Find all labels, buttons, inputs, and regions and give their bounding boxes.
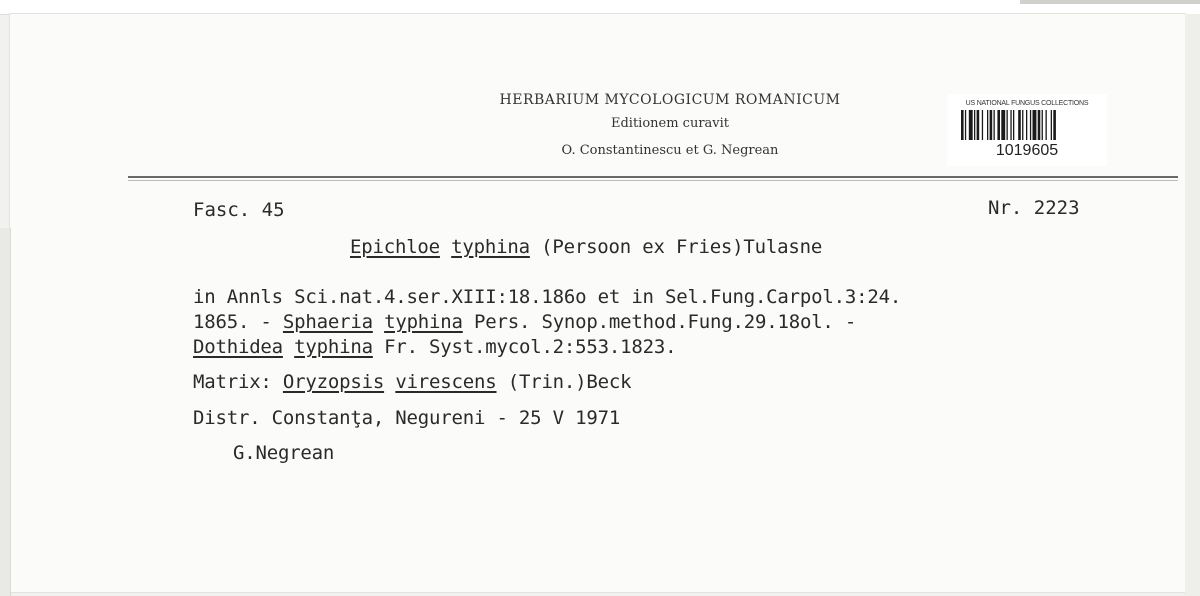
barcode-bar xyxy=(965,110,966,140)
barcode-bar xyxy=(974,110,975,140)
editors-names: O. Constantinescu et G. Negrean xyxy=(561,143,779,158)
barcode-bar xyxy=(1026,110,1027,140)
barcode-bar xyxy=(977,110,980,140)
genus-name: Epichloe xyxy=(350,236,440,258)
citation-line-3 xyxy=(193,336,676,358)
barcode-bar xyxy=(969,110,973,140)
barcode-bar xyxy=(1010,110,1011,140)
editor-caption: Editionem curavit xyxy=(610,116,730,131)
barcode-bar xyxy=(1022,110,1023,140)
barcode-bar xyxy=(1030,110,1031,140)
locality-line: Distr. Constanţa, Negureni - 25 V 1971 xyxy=(193,407,621,429)
synonym-ref-2: Fr. Syst.mycol.2:553.1823. xyxy=(372,336,677,358)
barcode-bar xyxy=(1042,110,1043,140)
barcode-bar xyxy=(1007,110,1008,140)
right-paper-edge xyxy=(1185,14,1200,596)
host-genus: Oryzopsis xyxy=(282,371,385,393)
label-header xyxy=(430,92,910,158)
barcode-bar xyxy=(994,110,995,140)
synonym-species-1: typhina xyxy=(384,311,463,333)
barcode-bar xyxy=(1053,110,1056,140)
barcode-bar xyxy=(1033,110,1037,140)
citation-line-2 xyxy=(193,311,856,333)
herbarium-title: HERBARIUM MYCOLOGICUM ROMANICUM xyxy=(499,92,841,108)
host-authority: (Trin.)Beck xyxy=(496,371,632,393)
barcode-bar xyxy=(982,110,983,140)
divider-rule-secondary xyxy=(128,180,1178,181)
matrix-line xyxy=(193,371,631,393)
barcode-bar xyxy=(1013,110,1014,140)
barcode-bar xyxy=(990,110,993,140)
synonym-genus-2: Dothidea xyxy=(193,336,283,358)
synonym-species-2: typhina xyxy=(294,336,373,358)
barcode-bar xyxy=(997,110,1000,140)
barcode-icon xyxy=(959,110,1095,142)
citation-line-1: in Annls Sci.nat.4.ser.XIII:18.186o et in Sel.Fung.Carpol.3:24. xyxy=(193,286,902,308)
top-right-edge-mark xyxy=(1020,0,1200,4)
barcode-bar xyxy=(1051,110,1052,140)
divider-rule xyxy=(128,176,1178,178)
collection-name: US NATIONAL FUNGUS COLLECTIONS xyxy=(965,100,1089,107)
citation-year: 1865. - xyxy=(193,311,283,333)
species-authority: (Persoon ex Fries)Tulasne xyxy=(541,236,823,258)
barcode-bar xyxy=(1018,110,1021,140)
barcode-number: 1019605 xyxy=(995,142,1059,159)
species-epithet: typhina xyxy=(451,236,530,258)
synonym-genus-1: Sphaeria xyxy=(282,311,373,333)
barcode-label xyxy=(947,94,1107,166)
barcode-bar xyxy=(1001,110,1005,140)
barcode-bar xyxy=(1046,110,1047,140)
matrix-label: Matrix: xyxy=(193,371,283,393)
barcode-bar xyxy=(1038,110,1041,140)
host-species: virescens xyxy=(395,371,497,393)
species-title xyxy=(350,236,822,258)
barcode-bar xyxy=(987,110,988,140)
fascicle-number: Fasc. 45 xyxy=(193,199,285,221)
barcode-bar xyxy=(961,110,964,140)
specimen-number: Nr. 2223 xyxy=(988,197,1080,219)
left-paper-edge xyxy=(0,228,11,596)
synonym-ref-1: Pers. Synop.method.Fung.29.18ol. - xyxy=(462,311,857,333)
collector-name: G.Negrean xyxy=(233,442,335,464)
